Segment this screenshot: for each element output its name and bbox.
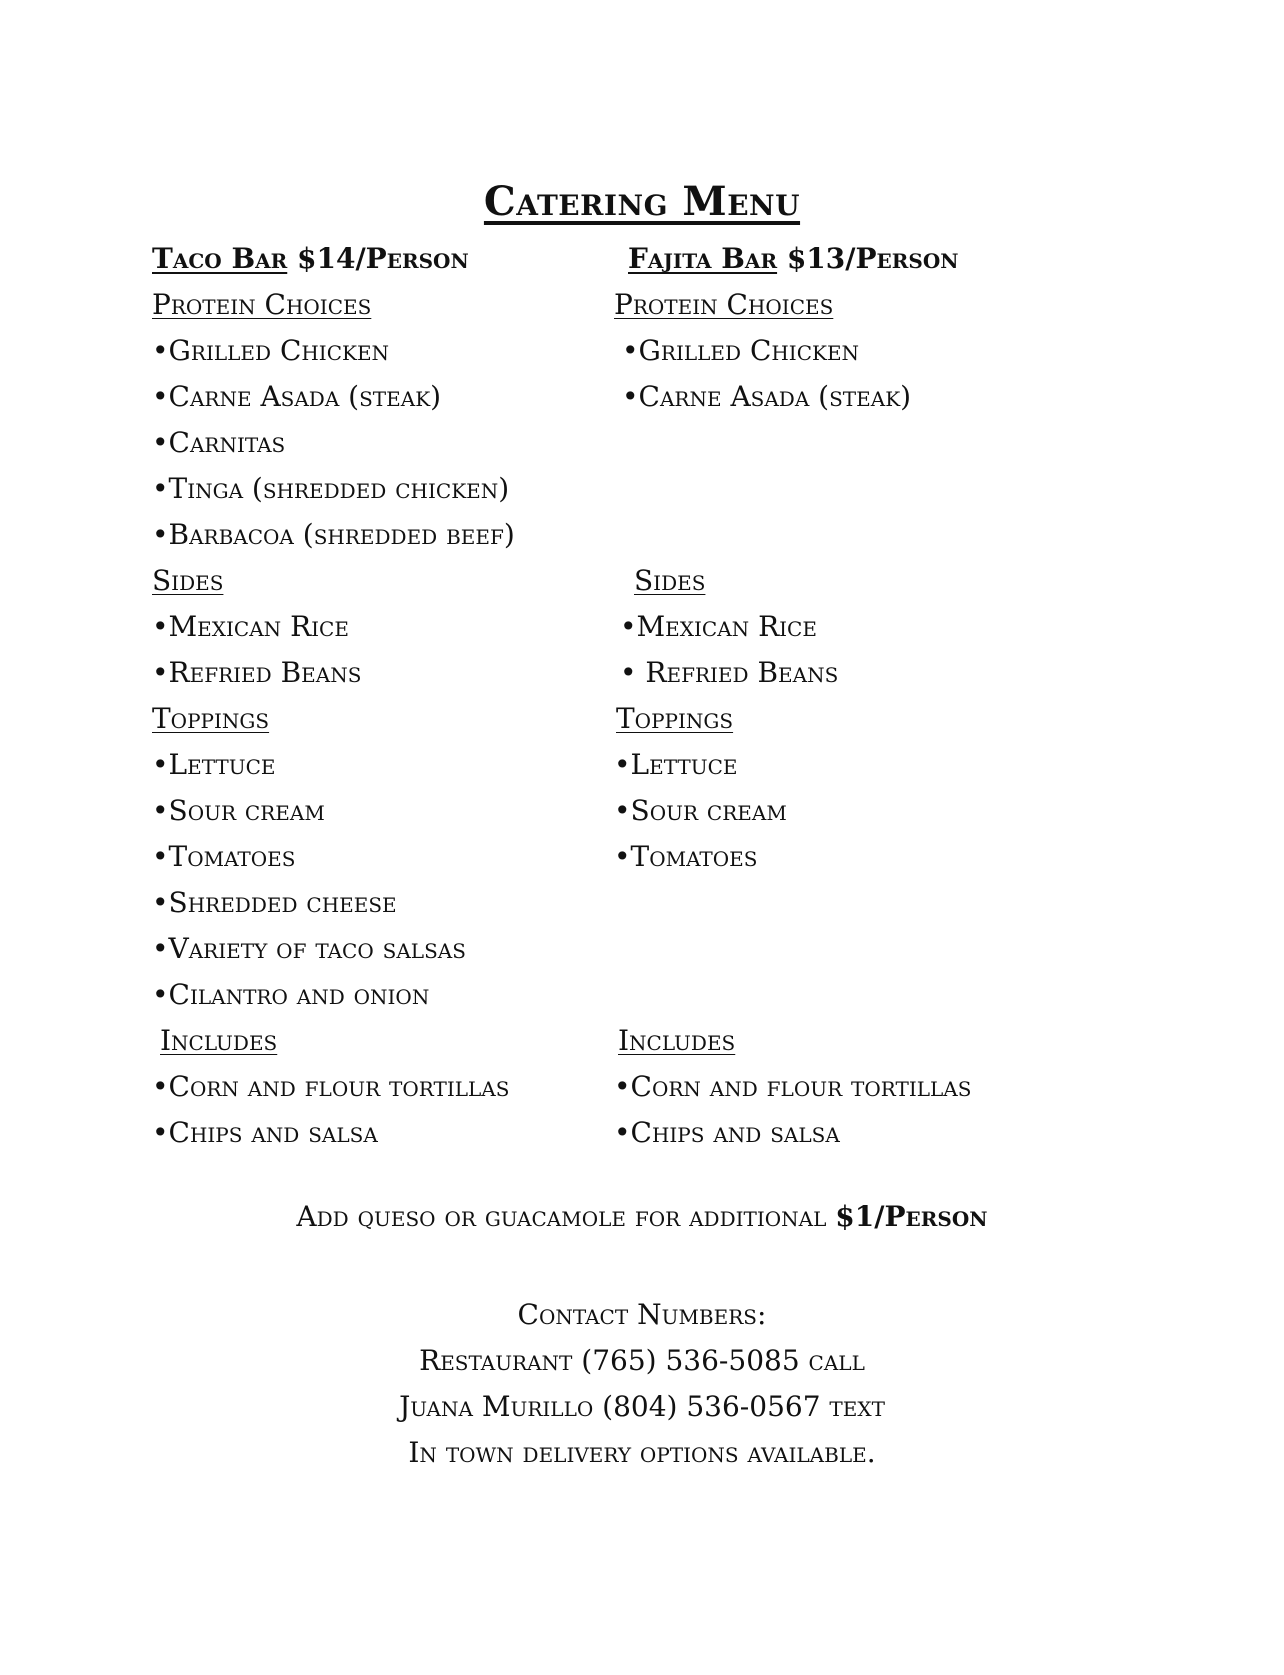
contact-block — [0, 1292, 1284, 1476]
fajita-toppings-heading: Toppings — [616, 702, 734, 735]
list-item: •Chips and salsa — [614, 1116, 840, 1149]
blank-row — [614, 420, 971, 466]
list-item: •Tinga (shredded chicken) — [152, 472, 510, 505]
fajita-bar-heading — [614, 236, 971, 282]
contact-person: Juana Murillo (804) 536-0567 text — [399, 1390, 885, 1423]
addon-note — [0, 1200, 1284, 1233]
list-item: •Variety of taco salsas — [152, 932, 466, 965]
blank-row — [614, 512, 971, 558]
delivery-note: In town delivery options available. — [408, 1436, 876, 1469]
list-item: •Corn and flour tortillas — [614, 1070, 972, 1103]
list-item: •Barbacoa (shredded beef) — [152, 518, 515, 551]
list-item: •Lettuce — [152, 748, 276, 781]
blank-row — [614, 926, 971, 972]
contact-restaurant: Restaurant (765) 536-5085 call — [419, 1344, 865, 1377]
list-item: •Lettuce — [614, 748, 738, 781]
taco-bar-name: Taco Bar — [152, 242, 288, 275]
list-item: •Carnitas — [152, 426, 286, 459]
taco-bar-heading — [152, 236, 515, 282]
fajita-sides-heading: Sides — [634, 564, 706, 597]
taco-bar-column — [152, 236, 515, 1156]
list-item: •Cilantro and onion — [152, 978, 430, 1011]
fajita-protein-heading: Protein Choices — [614, 288, 834, 321]
blank-row — [614, 466, 971, 512]
taco-includes-heading: Includes — [160, 1024, 278, 1057]
list-item: •Grilled Chicken — [622, 334, 860, 367]
taco-sides-heading: Sides — [152, 564, 224, 597]
contact-heading: Contact Numbers: — [517, 1298, 767, 1331]
list-item: •Tomatoes — [152, 840, 296, 873]
list-item: •Mexican Rice — [152, 610, 349, 643]
fajita-includes-heading: Includes — [618, 1024, 736, 1057]
addon-text: Add queso or guacamole for additional — [296, 1200, 827, 1233]
blank-row — [614, 972, 971, 1018]
fajita-bar-column — [614, 236, 971, 1156]
fajita-bar-price: $13/Person — [786, 242, 959, 275]
fajita-bar-name: Fajita Bar — [628, 242, 778, 275]
taco-toppings-heading: Toppings — [152, 702, 270, 735]
taco-protein-heading: Protein Choices — [152, 288, 372, 321]
taco-bar-price: $14/Person — [297, 242, 469, 275]
list-item: •Chips and salsa — [152, 1116, 378, 1149]
list-item: •Carne Asada (steak) — [152, 380, 442, 413]
list-item: •Sour cream — [614, 794, 787, 827]
list-item: •Refried Beans — [152, 656, 362, 689]
page-title: Catering Menu — [483, 178, 801, 225]
blank-row — [614, 880, 971, 926]
list-item: • Refried Beans — [620, 656, 839, 689]
list-item: •Grilled Chicken — [152, 334, 390, 367]
list-item: •Shredded cheese — [152, 886, 397, 919]
list-item: •Corn and flour tortillas — [152, 1070, 510, 1103]
addon-price: $1/Person — [835, 1200, 988, 1233]
list-item: •Mexican Rice — [620, 610, 817, 643]
list-item: •Sour cream — [152, 794, 325, 827]
list-item: •Carne Asada (steak) — [622, 380, 912, 413]
list-item: •Tomatoes — [614, 840, 758, 873]
